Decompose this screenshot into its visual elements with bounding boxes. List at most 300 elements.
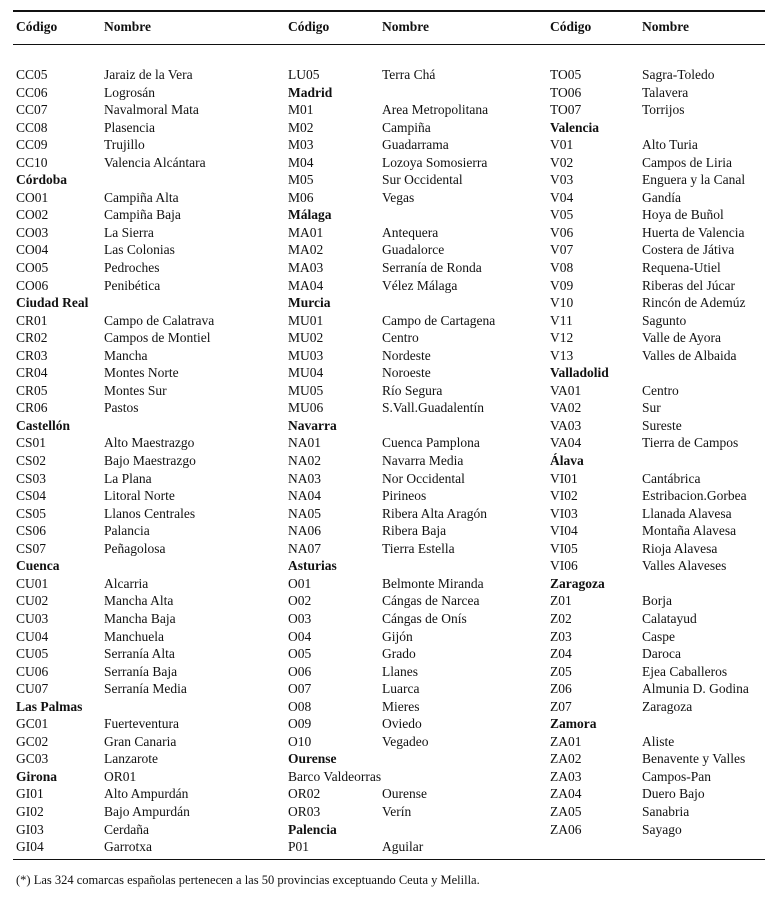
comarca-name: Vegas: [382, 189, 415, 205]
table-row: [288, 505, 543, 523]
province-heading: Navarra: [288, 417, 337, 433]
comarca-name: Serranía de Ronda: [382, 260, 482, 276]
comarca-code: CR06: [16, 400, 48, 416]
comarca-name: Mancha Alta: [104, 593, 174, 609]
comarca-name: S.Vall.Guadalentín: [382, 400, 484, 416]
comarca-code: O05: [288, 646, 312, 662]
comarca-code: CC08: [16, 119, 48, 135]
comarca-name: Nordeste: [382, 347, 431, 363]
comarca-code: MU02: [288, 330, 324, 346]
table-row: [16, 505, 276, 523]
comarca-name: Grado: [382, 646, 416, 662]
comarca-name: Penibética: [104, 277, 161, 293]
table-row: [550, 750, 772, 768]
comarca-name: Guadarrama: [382, 137, 449, 153]
comarca-code: O01: [288, 575, 312, 591]
table-row: [288, 66, 543, 84]
comarca-name: Llanada Alavesa: [642, 505, 732, 521]
province-heading: Córdoba: [16, 172, 68, 188]
comarca-code: M06: [288, 189, 314, 205]
comarca-code: MA01: [288, 224, 324, 240]
comarca-name: Campiña Alta: [104, 189, 179, 205]
comarca-code: GC03: [16, 751, 49, 767]
comarca-name: Cuenca Pamplona: [382, 435, 480, 451]
table-row: [16, 329, 276, 347]
comarca-name: Vegadeo: [382, 733, 429, 749]
comarca-name: Gijón: [382, 628, 413, 644]
header-name-3: Nombre: [642, 19, 689, 34]
table-row: [16, 101, 276, 119]
comarca-name: Sureste: [642, 417, 682, 433]
header-code-1: Código: [16, 19, 58, 34]
comarca-name: Aliste: [642, 733, 675, 749]
comarca-name: Caspe: [642, 628, 675, 644]
table-row: [16, 610, 276, 628]
comarca-code: VI05: [550, 540, 578, 556]
comarca-name: La Plana: [104, 470, 152, 486]
table-row: [288, 487, 543, 505]
comarca-code: CO03: [16, 224, 49, 240]
comarca-code: O04: [288, 628, 312, 644]
table-row: [288, 645, 543, 663]
table-row: [16, 750, 276, 768]
comarca-name: Bajo Maestrazgo: [104, 453, 196, 469]
comarca-name: Tierra Estella: [382, 540, 455, 556]
table-row: [288, 452, 543, 470]
comarca-name: Guadalorce: [382, 242, 445, 258]
comarca-code: O09: [288, 716, 312, 732]
table-row: [288, 154, 543, 172]
table-row: [16, 803, 276, 821]
comarca-code: V02: [550, 154, 574, 170]
table-row: [16, 136, 276, 154]
comarca-name: Alto Ampurdán: [104, 786, 189, 802]
table-row: [288, 680, 543, 698]
comarca-name: Borja: [642, 593, 672, 609]
comarca-name: Benavente y Valles: [642, 751, 746, 767]
comarca-code: V01: [550, 137, 574, 153]
table-row: [288, 592, 543, 610]
comarca-name: Sayago: [642, 821, 682, 837]
comarca-name: Campos de Montiel: [104, 330, 211, 346]
comarca-code: ZA02: [550, 751, 582, 767]
comarca-code: ZA06: [550, 821, 582, 837]
comarca-code: O02: [288, 593, 312, 609]
comarca-code: CC05: [16, 67, 48, 82]
comarca-code: CS01: [16, 435, 47, 451]
table-row: [16, 364, 276, 382]
table-row: [550, 417, 772, 435]
comarca-code: CC10: [16, 154, 48, 170]
comarca-code: GI01: [16, 786, 44, 802]
comarca-code: O06: [288, 663, 312, 679]
table-column-1: [16, 66, 276, 856]
comarca-code: V12: [550, 330, 574, 346]
comarca-name: Campiña: [382, 119, 431, 135]
comarca-code: CR03: [16, 347, 48, 363]
table-row: [550, 189, 772, 207]
table-row: [16, 382, 276, 400]
comarca-name: Valles de Albaida: [642, 347, 737, 363]
comarca-name: Terra Chá: [382, 67, 436, 82]
comarca-code: Z01: [550, 593, 572, 609]
comarca-code: CS03: [16, 470, 47, 486]
comarca-code: VI04: [550, 523, 578, 539]
table-row: [288, 434, 543, 452]
comarca-code: V10: [550, 295, 574, 311]
comarca-name: Cantábrica: [642, 470, 701, 486]
comarca-code: Girona: [16, 768, 58, 784]
table-row: [550, 154, 772, 172]
comarca-code: VI01: [550, 470, 578, 486]
comarca-name: Las Colonias: [104, 242, 175, 258]
comarca-name: Torrijos: [642, 102, 685, 118]
table-row: [550, 645, 772, 663]
comarca-code: VA01: [550, 382, 582, 398]
comarca-code: ZA01: [550, 733, 582, 749]
comarca-code: CC09: [16, 137, 48, 153]
comarca-name: Llanes: [382, 663, 418, 679]
comarca-code: V05: [550, 207, 574, 223]
comarca-name: Verín: [382, 803, 412, 819]
table-row: [16, 259, 276, 277]
table-row: [288, 628, 543, 646]
comarca-name: Sagunto: [642, 312, 687, 328]
comarca-name: Aguilar: [382, 839, 424, 855]
header-code-3: Código: [550, 19, 592, 34]
comarca-name: Valle de Ayora: [642, 330, 721, 346]
table-row: [16, 452, 276, 470]
table-row: [16, 487, 276, 505]
footnote: (*) Las 324 comarcas españolas pertenecen a las 50 provincias exceptuando Ceuta y Melilla.: [16, 873, 480, 887]
table-row: [288, 803, 543, 821]
comarca-code: CU03: [16, 610, 49, 626]
table-row: [288, 540, 543, 558]
table-row: [16, 522, 276, 540]
table-row: [16, 434, 276, 452]
comarca-code: V08: [550, 260, 574, 276]
comarca-code: CO02: [16, 207, 49, 223]
table-row: [288, 470, 543, 488]
table-row: [550, 259, 772, 277]
table-row: [550, 663, 772, 681]
comarca-code: NA07: [288, 540, 321, 556]
comarca-name: Campos de Liria: [642, 154, 732, 170]
table-row: [16, 312, 276, 330]
table-row: [550, 540, 772, 558]
province-heading: Palencia: [288, 821, 337, 837]
table-row: [550, 470, 772, 488]
table-row: [16, 715, 276, 733]
comarca-code: CO05: [16, 260, 49, 276]
table-row: [288, 610, 543, 628]
province-heading: Zamora: [550, 716, 597, 732]
comarca-code: CU07: [16, 681, 49, 697]
comarca-name: Valencia Alcántara: [104, 154, 206, 170]
comarca-name: Costera de Játiva: [642, 242, 735, 258]
comarca-name: Vélez Málaga: [382, 277, 458, 293]
comarca-code: P01: [288, 839, 310, 855]
table-row: [288, 733, 543, 751]
table-row: [288, 785, 543, 803]
table-row: [288, 399, 543, 417]
comarca-name: Manchuela: [104, 628, 164, 644]
comarca-code: VI06: [550, 558, 578, 574]
comarca-code: Z05: [550, 663, 572, 679]
province-heading: Cuenca: [16, 558, 60, 574]
comarca-code: ZA03: [550, 768, 582, 784]
comarca-name: Cángas de Narcea: [382, 593, 480, 609]
comarca-code: TO07: [550, 102, 582, 118]
comarca-name: Mancha: [104, 347, 148, 363]
comarca-code: GC02: [16, 733, 49, 749]
comarca-code: MU03: [288, 347, 324, 363]
comarca-code: CO04: [16, 242, 49, 258]
comarca-name: Hoya de Buñol: [642, 207, 724, 223]
table-row: [288, 329, 543, 347]
comarca-name: Daroca: [642, 646, 681, 662]
table-row: [550, 241, 772, 259]
comarca-name: Riberas del Júcar: [642, 277, 735, 293]
comarca-name: Mancha Baja: [104, 610, 176, 626]
comarca-code: LU05: [288, 67, 320, 82]
comarca-name: Ribera Alta Aragón: [382, 505, 487, 521]
table-row: [550, 680, 772, 698]
table-top-rule: [13, 10, 765, 12]
comarca-code: ZA05: [550, 803, 582, 819]
table-row: [16, 838, 276, 856]
table-row: [550, 329, 772, 347]
comarca-name: Centro: [642, 382, 679, 398]
comarca-code: CU05: [16, 646, 49, 662]
comarca-code: CR05: [16, 382, 48, 398]
comarca-name: Sur: [642, 400, 661, 416]
comarca-code: V03: [550, 172, 574, 188]
comarca-name: Jaraiz de la Vera: [104, 67, 193, 82]
table-row: [288, 364, 543, 382]
comarca-code: CO06: [16, 277, 49, 293]
province-heading: Málaga: [288, 207, 332, 223]
comarca-name: Montaña Alavesa: [642, 523, 737, 539]
comarca-code: OR03: [288, 803, 321, 819]
table-row: [288, 136, 543, 154]
comarca-code: CS04: [16, 488, 47, 504]
comarca-name: Mieres: [382, 698, 420, 714]
province-heading: Murcia: [288, 295, 331, 311]
comarca-name: Tierra de Campos: [642, 435, 739, 451]
table-row: [16, 84, 276, 102]
table-bottom-rule: [13, 859, 765, 860]
table-row: [16, 66, 276, 84]
table-row: [288, 312, 543, 330]
table-row: [16, 119, 276, 137]
province-heading: Ciudad Real: [16, 295, 89, 311]
table-row: [16, 733, 276, 751]
comarca-code: VA02: [550, 400, 582, 416]
comarca-name: Gandía: [642, 189, 681, 205]
table-row: [550, 557, 772, 575]
table-row: [550, 803, 772, 821]
comarca-name: Enguera y la Canal: [642, 172, 746, 188]
comarca-name: Rioja Alavesa: [642, 540, 718, 556]
comarca-code: Barco Valdeorras: [288, 768, 382, 784]
table-row: [16, 277, 276, 295]
comarca-code: MA02: [288, 242, 324, 258]
comarca-code: Z02: [550, 610, 572, 626]
comarca-code: NA01: [288, 435, 321, 451]
comarca-code: CR02: [16, 330, 48, 346]
table-row: [288, 189, 543, 207]
comarca-code: Z03: [550, 628, 572, 644]
province-heading: Zaragoza: [550, 575, 605, 591]
table-row: [550, 66, 772, 84]
comarca-code: CR04: [16, 365, 48, 381]
comarca-code: GI04: [16, 839, 44, 855]
comarca-code: M03: [288, 137, 314, 153]
comarca-name: Pirineos: [382, 488, 427, 504]
comarca-name: Montes Norte: [104, 365, 179, 381]
table-row: [16, 628, 276, 646]
table-row: [288, 663, 543, 681]
comarca-code: GI02: [16, 803, 44, 819]
comarca-name: Lozoya Somosierra: [382, 154, 488, 170]
comarca-code: CS02: [16, 453, 47, 469]
comarca-name: Litoral Norte: [104, 488, 175, 504]
table-row: [16, 470, 276, 488]
comarca-code: Z06: [550, 681, 572, 697]
table-row: [550, 821, 772, 839]
comarca-name: Lanzarote: [104, 751, 158, 767]
table-row: [550, 628, 772, 646]
table-row: [16, 768, 276, 786]
province-heading: Las Palmas: [16, 698, 83, 714]
comarca-code: NA05: [288, 505, 321, 521]
province-heading: Asturias: [288, 558, 337, 574]
comarca-name: Llanos Centrales: [104, 505, 196, 521]
table-row: [550, 312, 772, 330]
comarca-name: Peñagolosa: [104, 540, 166, 556]
table-row: [288, 119, 543, 137]
table-row: [288, 347, 543, 365]
comarca-name: OR01: [104, 768, 137, 784]
header-code-2: Código: [288, 19, 330, 34]
comarca-code: CO01: [16, 189, 49, 205]
comarca-code: MA03: [288, 260, 324, 276]
table-row: [16, 347, 276, 365]
province-heading: Valencia: [550, 119, 600, 135]
comarca-code: NA06: [288, 523, 321, 539]
table-row: [16, 540, 276, 558]
table-row: [550, 101, 772, 119]
comarca-code: TO06: [550, 84, 582, 100]
table-row: [16, 645, 276, 663]
comarca-code: V11: [550, 312, 573, 328]
table-row: [550, 136, 772, 154]
comarca-code: CU01: [16, 575, 49, 591]
table-row: [288, 259, 543, 277]
comarca-code: CR01: [16, 312, 48, 328]
comarca-name: Campo de Cartagena: [382, 312, 496, 328]
comarca-name: Belmonte Miranda: [382, 575, 484, 591]
comarca-code: CU04: [16, 628, 49, 644]
table-row: [288, 768, 543, 786]
comarca-code: CS07: [16, 540, 47, 556]
table-row: [16, 785, 276, 803]
comarca-code: MA04: [288, 277, 324, 293]
comarca-code: CC07: [16, 102, 48, 118]
comarca-name: Estribacion.Gorbea: [642, 488, 747, 504]
comarca-name: Logrosán: [104, 84, 155, 100]
comarca-code: V07: [550, 242, 574, 258]
comarca-code: M01: [288, 102, 314, 118]
comarca-code: V13: [550, 347, 574, 363]
table-row: [550, 592, 772, 610]
comarca-code: Z07: [550, 698, 572, 714]
comarca-name: Luarca: [382, 681, 420, 697]
province-heading: Madrid: [288, 84, 333, 100]
comarca-code: OR02: [288, 786, 321, 802]
comarca-name: Trujillo: [104, 137, 145, 153]
table-row: [16, 241, 276, 259]
comarca-name: Serranía Media: [104, 681, 187, 697]
comarca-code: O10: [288, 733, 312, 749]
comarca-name: Rincón de Ademúz: [642, 295, 746, 311]
comarca-name: Oviedo: [382, 716, 422, 732]
comarca-name: Alcarria: [104, 575, 149, 591]
table-column-2: [288, 66, 543, 856]
table-row: [288, 522, 543, 540]
table-row: [16, 399, 276, 417]
table-row: [288, 838, 543, 856]
comarca-name: Duero Bajo: [642, 786, 705, 802]
table-row: [288, 101, 543, 119]
comarca-name: Almunia D. Godina: [642, 681, 749, 697]
province-heading: Castellón: [16, 417, 70, 433]
comarca-code: M05: [288, 172, 314, 188]
comarca-name: Palancia: [104, 523, 150, 539]
table-row: [16, 680, 276, 698]
table-row: [550, 399, 772, 417]
comarca-code: VI03: [550, 505, 578, 521]
comarca-name: Ourense: [382, 786, 427, 802]
comarca-code: MU06: [288, 400, 324, 416]
comarca-code: NA02: [288, 453, 321, 469]
table-row: [550, 224, 772, 242]
comarca-name: Campos-Pan: [642, 768, 711, 784]
comarca-name: Sur Occidental: [382, 172, 463, 188]
table-row: [550, 347, 772, 365]
header-name-1: Nombre: [104, 19, 151, 34]
table-row: [16, 154, 276, 172]
comarca-code: CS05: [16, 505, 47, 521]
comarca-name: Río Segura: [382, 382, 443, 398]
table-row: [550, 610, 772, 628]
table-row: [550, 206, 772, 224]
table-row: [288, 382, 543, 400]
comarca-code: NA03: [288, 470, 321, 486]
table-row: [550, 294, 772, 312]
comarca-name: Antequera: [382, 224, 439, 240]
table-row: [16, 592, 276, 610]
comarca-code: CU06: [16, 663, 49, 679]
comarca-name: Huerta de Valencia: [642, 224, 745, 240]
comarca-code: ZA04: [550, 786, 582, 802]
comarca-name: Gran Canaria: [104, 733, 177, 749]
table-row: [288, 698, 543, 716]
comarca-code: M04: [288, 154, 314, 170]
table-row: [550, 434, 772, 452]
table-row: [288, 575, 543, 593]
